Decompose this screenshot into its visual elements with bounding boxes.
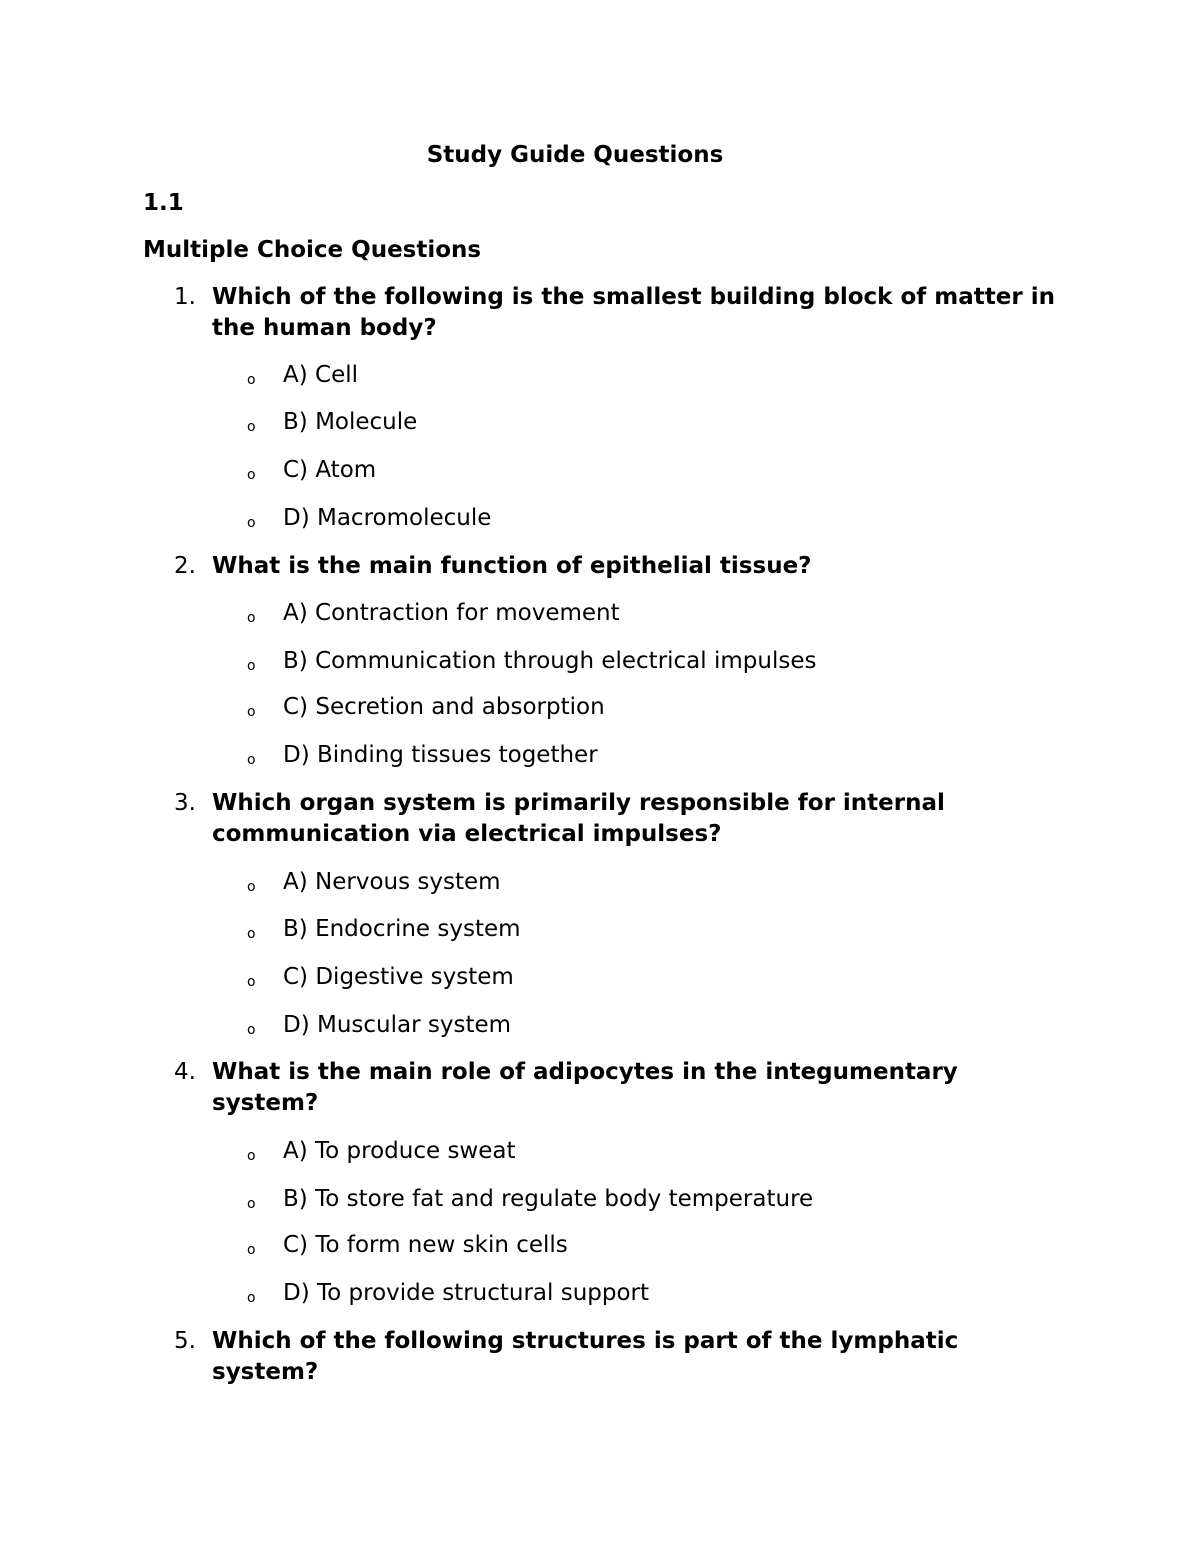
question-number: 3. (174, 790, 196, 816)
option-text: B) Endocrine system (283, 916, 521, 942)
option-text: A) To produce sweat (283, 1138, 516, 1164)
option-text: B) Molecule (283, 409, 418, 435)
bullet-icon: o (247, 658, 256, 674)
option-item (0, 503, 1200, 534)
bullet-icon: o (247, 752, 256, 768)
option-text: B) Communication through electrical impulses (283, 648, 817, 674)
question-text: Which of the following structures is part of the lymphatic system? (212, 1328, 959, 1385)
bullet-icon: o (247, 372, 256, 388)
option-item (0, 1136, 1200, 1167)
option-text: A) Cell (283, 362, 359, 388)
option-text: C) Atom (283, 457, 377, 483)
option-item (0, 1278, 1200, 1309)
option-text: B) To store fat and regulate body temperature (283, 1186, 814, 1212)
option-item (0, 962, 1200, 993)
option-item (0, 407, 1200, 438)
bullet-icon: o (247, 467, 256, 483)
question-text: What is the main function of epithelial tissue? (212, 553, 812, 579)
bullet-icon: o (247, 1242, 256, 1258)
section-heading: Multiple Choice Questions (143, 237, 482, 263)
bullet-icon: o (247, 1148, 256, 1164)
option-text: A) Contraction for movement (283, 600, 620, 626)
bullet-icon: o (247, 419, 256, 435)
bullet-icon: o (247, 974, 256, 990)
bullet-icon: o (247, 515, 256, 531)
question-text: What is the main role of adipocytes in the integumentary system? (212, 1059, 958, 1116)
page-title: Study Guide Questions (426, 142, 724, 168)
bullet-icon: o (247, 879, 256, 895)
option-item (0, 598, 1200, 629)
question-text: Which organ system is primarily responsible for internal communication via electrical impulses? (212, 790, 945, 847)
option-item (0, 1230, 1200, 1261)
option-text: D) Macromolecule (283, 505, 492, 531)
option-text: D) To provide structural support (283, 1280, 650, 1306)
question-number: 4. (174, 1059, 196, 1085)
option-text: C) To form new skin cells (283, 1232, 568, 1258)
option-item (0, 914, 1200, 945)
question-number: 5. (174, 1328, 196, 1354)
bullet-icon: o (247, 1022, 256, 1038)
option-item (0, 1184, 1200, 1215)
question-number: 1. (174, 284, 196, 310)
option-text: C) Digestive system (283, 964, 514, 990)
option-text: C) Secretion and absorption (283, 694, 605, 720)
option-item (0, 740, 1200, 771)
option-item (0, 360, 1200, 391)
option-text: A) Nervous system (283, 869, 501, 895)
option-text: D) Binding tissues together (283, 742, 598, 768)
option-item (0, 1010, 1200, 1041)
bullet-icon: o (247, 610, 256, 626)
option-item (0, 867, 1200, 898)
bullet-icon: o (247, 1290, 256, 1306)
option-item (0, 455, 1200, 486)
question-number: 2. (174, 553, 196, 579)
bullet-icon: o (247, 1196, 256, 1212)
option-item (0, 646, 1200, 677)
bullet-icon: o (247, 926, 256, 942)
option-text: D) Muscular system (283, 1012, 512, 1038)
section-number: 1.1 (143, 190, 184, 216)
option-item (0, 692, 1200, 723)
bullet-icon: o (247, 704, 256, 720)
question-text: Which of the following is the smallest building block of matter in the human body? (212, 284, 1055, 341)
